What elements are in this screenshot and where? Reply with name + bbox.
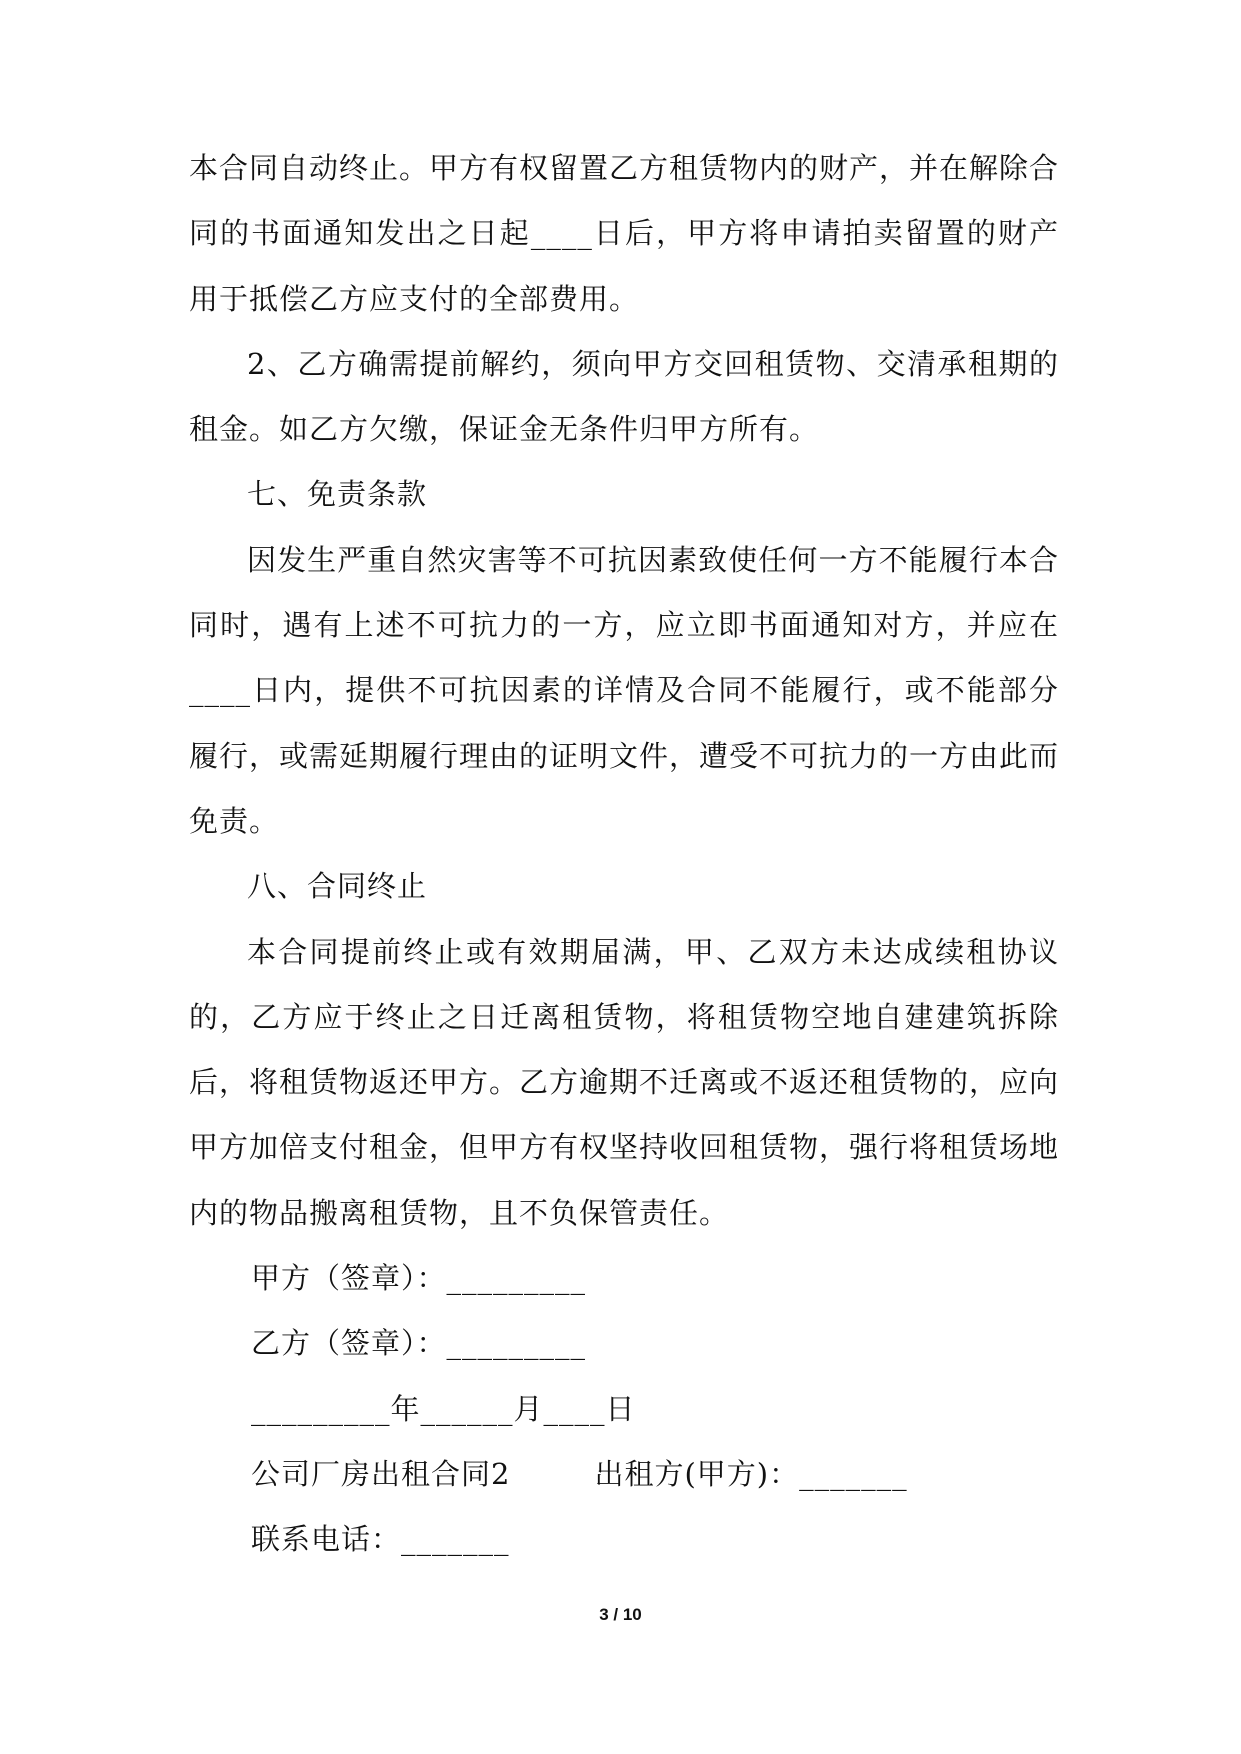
- next-contract-line: [189, 1442, 1059, 1507]
- paragraph-termination-continued: 本合同自动终止。甲方有权留置乙方租赁物内的财产，并在解除合同的书面通知发出之日起____日后，甲方将申请拍卖留置的财产用于抵偿乙方应支付的全部费用。: [189, 151, 1060, 316]
- phone-field: 联系电话：_______: [251, 1522, 510, 1557]
- next-contract-title: 公司厂房出租合同2: [251, 1456, 511, 1491]
- lessor-field: 出租方(甲方)：_______: [594, 1456, 908, 1491]
- paragraph-early-termination: 2、乙方确需提前解约，须向甲方交回租赁物、交清承租期的租金。如乙方欠缴，保证金无条件归甲方所有。: [189, 346, 1059, 447]
- signature-party-b: 乙方（签章）：_________: [251, 1326, 587, 1361]
- document-body: [189, 136, 1059, 1573]
- signature-party-a: 甲方（签章）：_________: [251, 1261, 587, 1296]
- section-heading-contract-termination: 八、合同终止: [247, 869, 428, 904]
- paragraph-contract-termination: 本合同提前终止或有效期届满，甲、乙双方未达成续租协议的，乙方应于终止之日迁离租赁物，将租赁物空地自建建筑拆除后，将租赁物返还甲方。乙方逾期不迁离或不返还租赁物的，应向甲方加倍支付租金，但甲方有权坚持收回租赁物，强行将租赁场地内的物品搬离租赁物，且不负保管责任。: [189, 934, 1060, 1230]
- page-number: 3 / 10: [599, 1605, 642, 1624]
- signature-date: _________年______月____日: [251, 1391, 636, 1426]
- paragraph-force-majeure: 因发生严重自然灾害等不可抗因素致使任何一方不能履行本合同时，遇有上述不可抗力的一方，应立即书面通知对方，并应在____日内，提供不可抗因素的详情及合同不能履行，或不能部分履行，或需延期履行理由的证明文件，遭受不可抗力的一方由此而免责。: [189, 542, 1060, 838]
- section-heading-exemption: 七、免责条款: [247, 477, 428, 512]
